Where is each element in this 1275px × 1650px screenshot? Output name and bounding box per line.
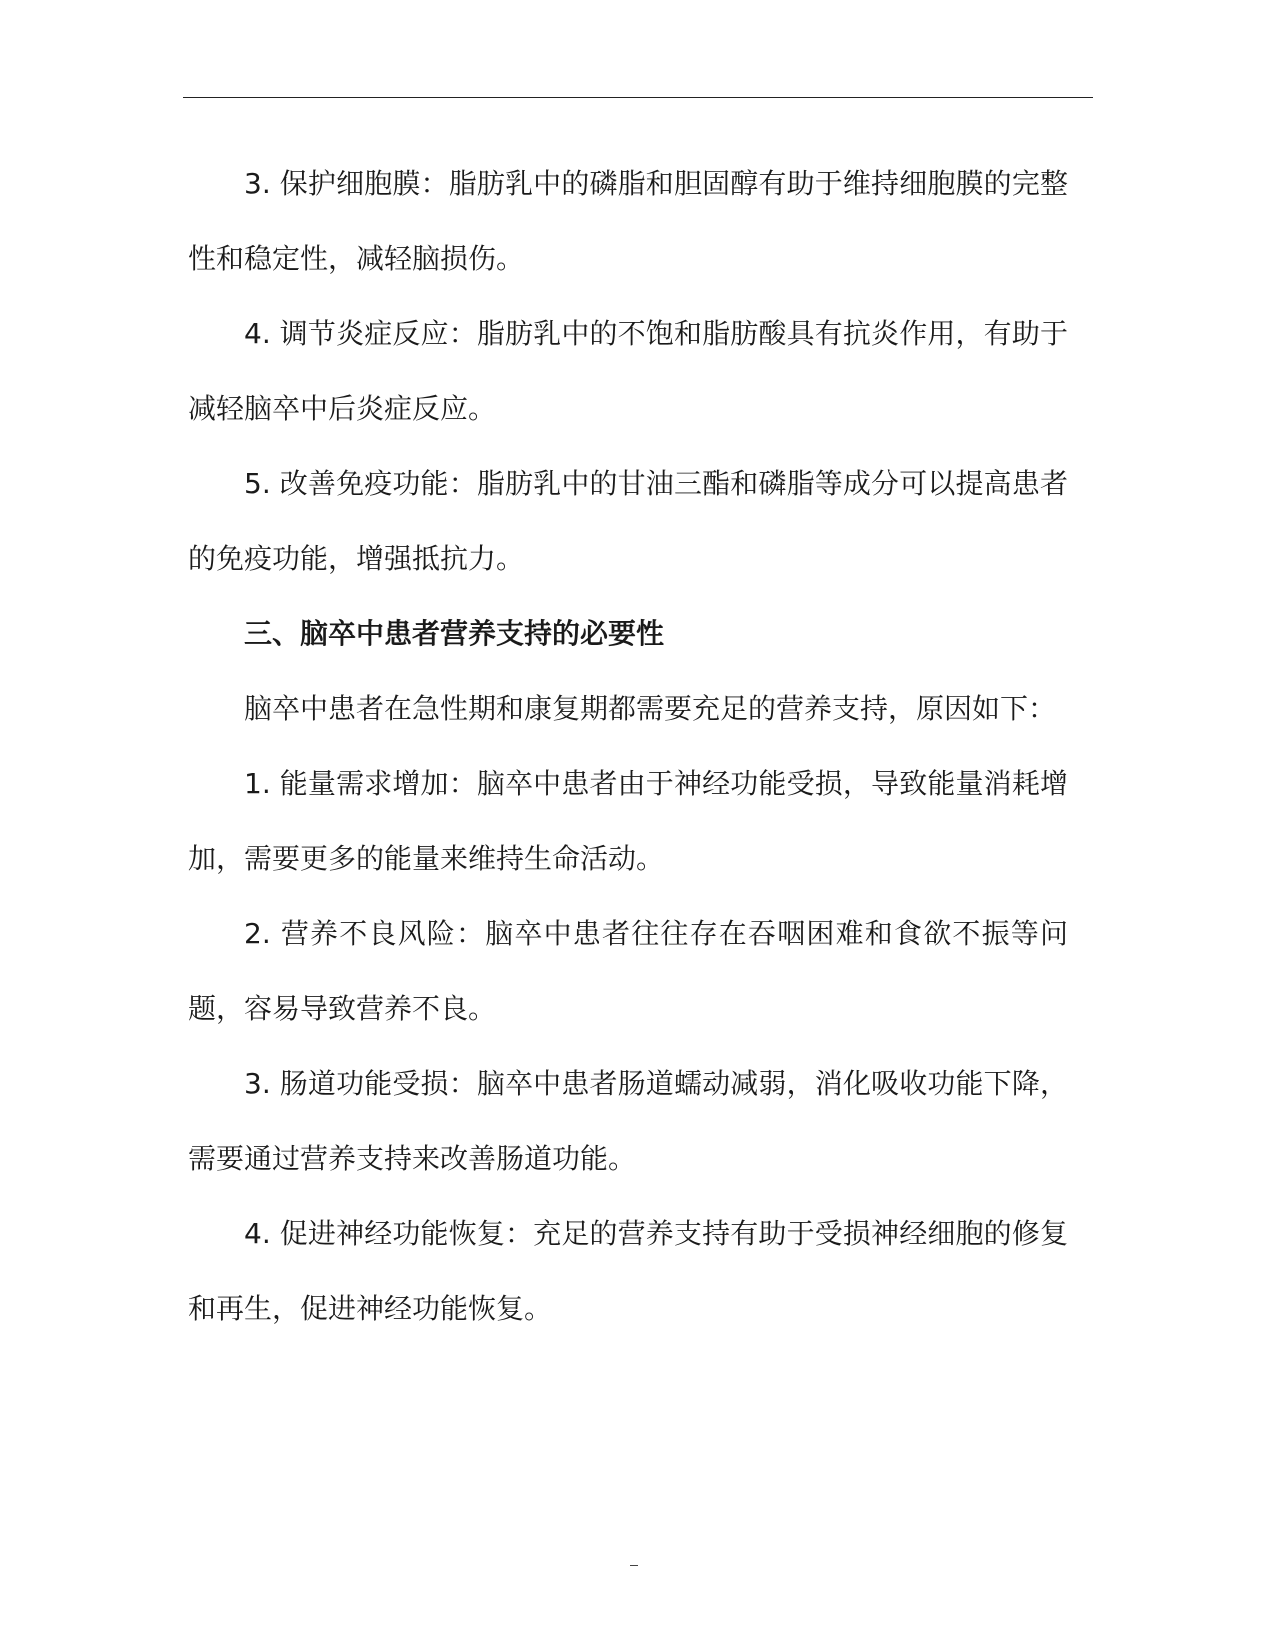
section-heading: 三、脑卒中患者营养支持的必要性 <box>244 617 665 650</box>
paragraph-nerve-recovery: 4. 促进神经功能恢复：充足的营养支持有助于受损神经细胞的修复和再生，促进神经功能恢复。 <box>188 1217 1068 1325</box>
page-body <box>188 146 1068 1346</box>
paragraph-malnutrition-risk: 2. 营养不良风险：脑卒中患者往往存在吞咽困难和食欲不振等问题，容易导致营养不良。 <box>188 917 1068 1025</box>
paragraph-intestinal-function: 3. 肠道功能受损：脑卒中患者肠道蠕动减弱，消化吸收功能下降，需要通过营养支持来改善肠道功能。 <box>188 1067 1068 1175</box>
paragraph-energy-demand: 1. 能量需求增加：脑卒中患者由于神经功能受损，导致能量消耗增加，需要更多的能量来维持生命活动。 <box>188 767 1068 875</box>
header-rule <box>183 97 1093 98</box>
paragraph-improve-immunity: 5. 改善免疫功能：脂肪乳中的甘油三酯和磷脂等成分可以提高患者的免疫功能，增强抵抗力。 <box>188 467 1068 575</box>
page-number-mark <box>630 1565 638 1566</box>
paragraph-regulate-inflammation: 4. 调节炎症反应：脂肪乳中的不饱和脂肪酸具有抗炎作用，有助于减轻脑卒中后炎症反应。 <box>188 317 1068 425</box>
paragraph-intro: 脑卒中患者在急性期和康复期都需要充足的营养支持，原因如下： <box>244 692 1057 725</box>
paragraph-protect-cell-membrane: 3. 保护细胞膜：脂肪乳中的磷脂和胆固醇有助于维持细胞膜的完整性和稳定性，减轻脑损伤。 <box>188 167 1068 275</box>
